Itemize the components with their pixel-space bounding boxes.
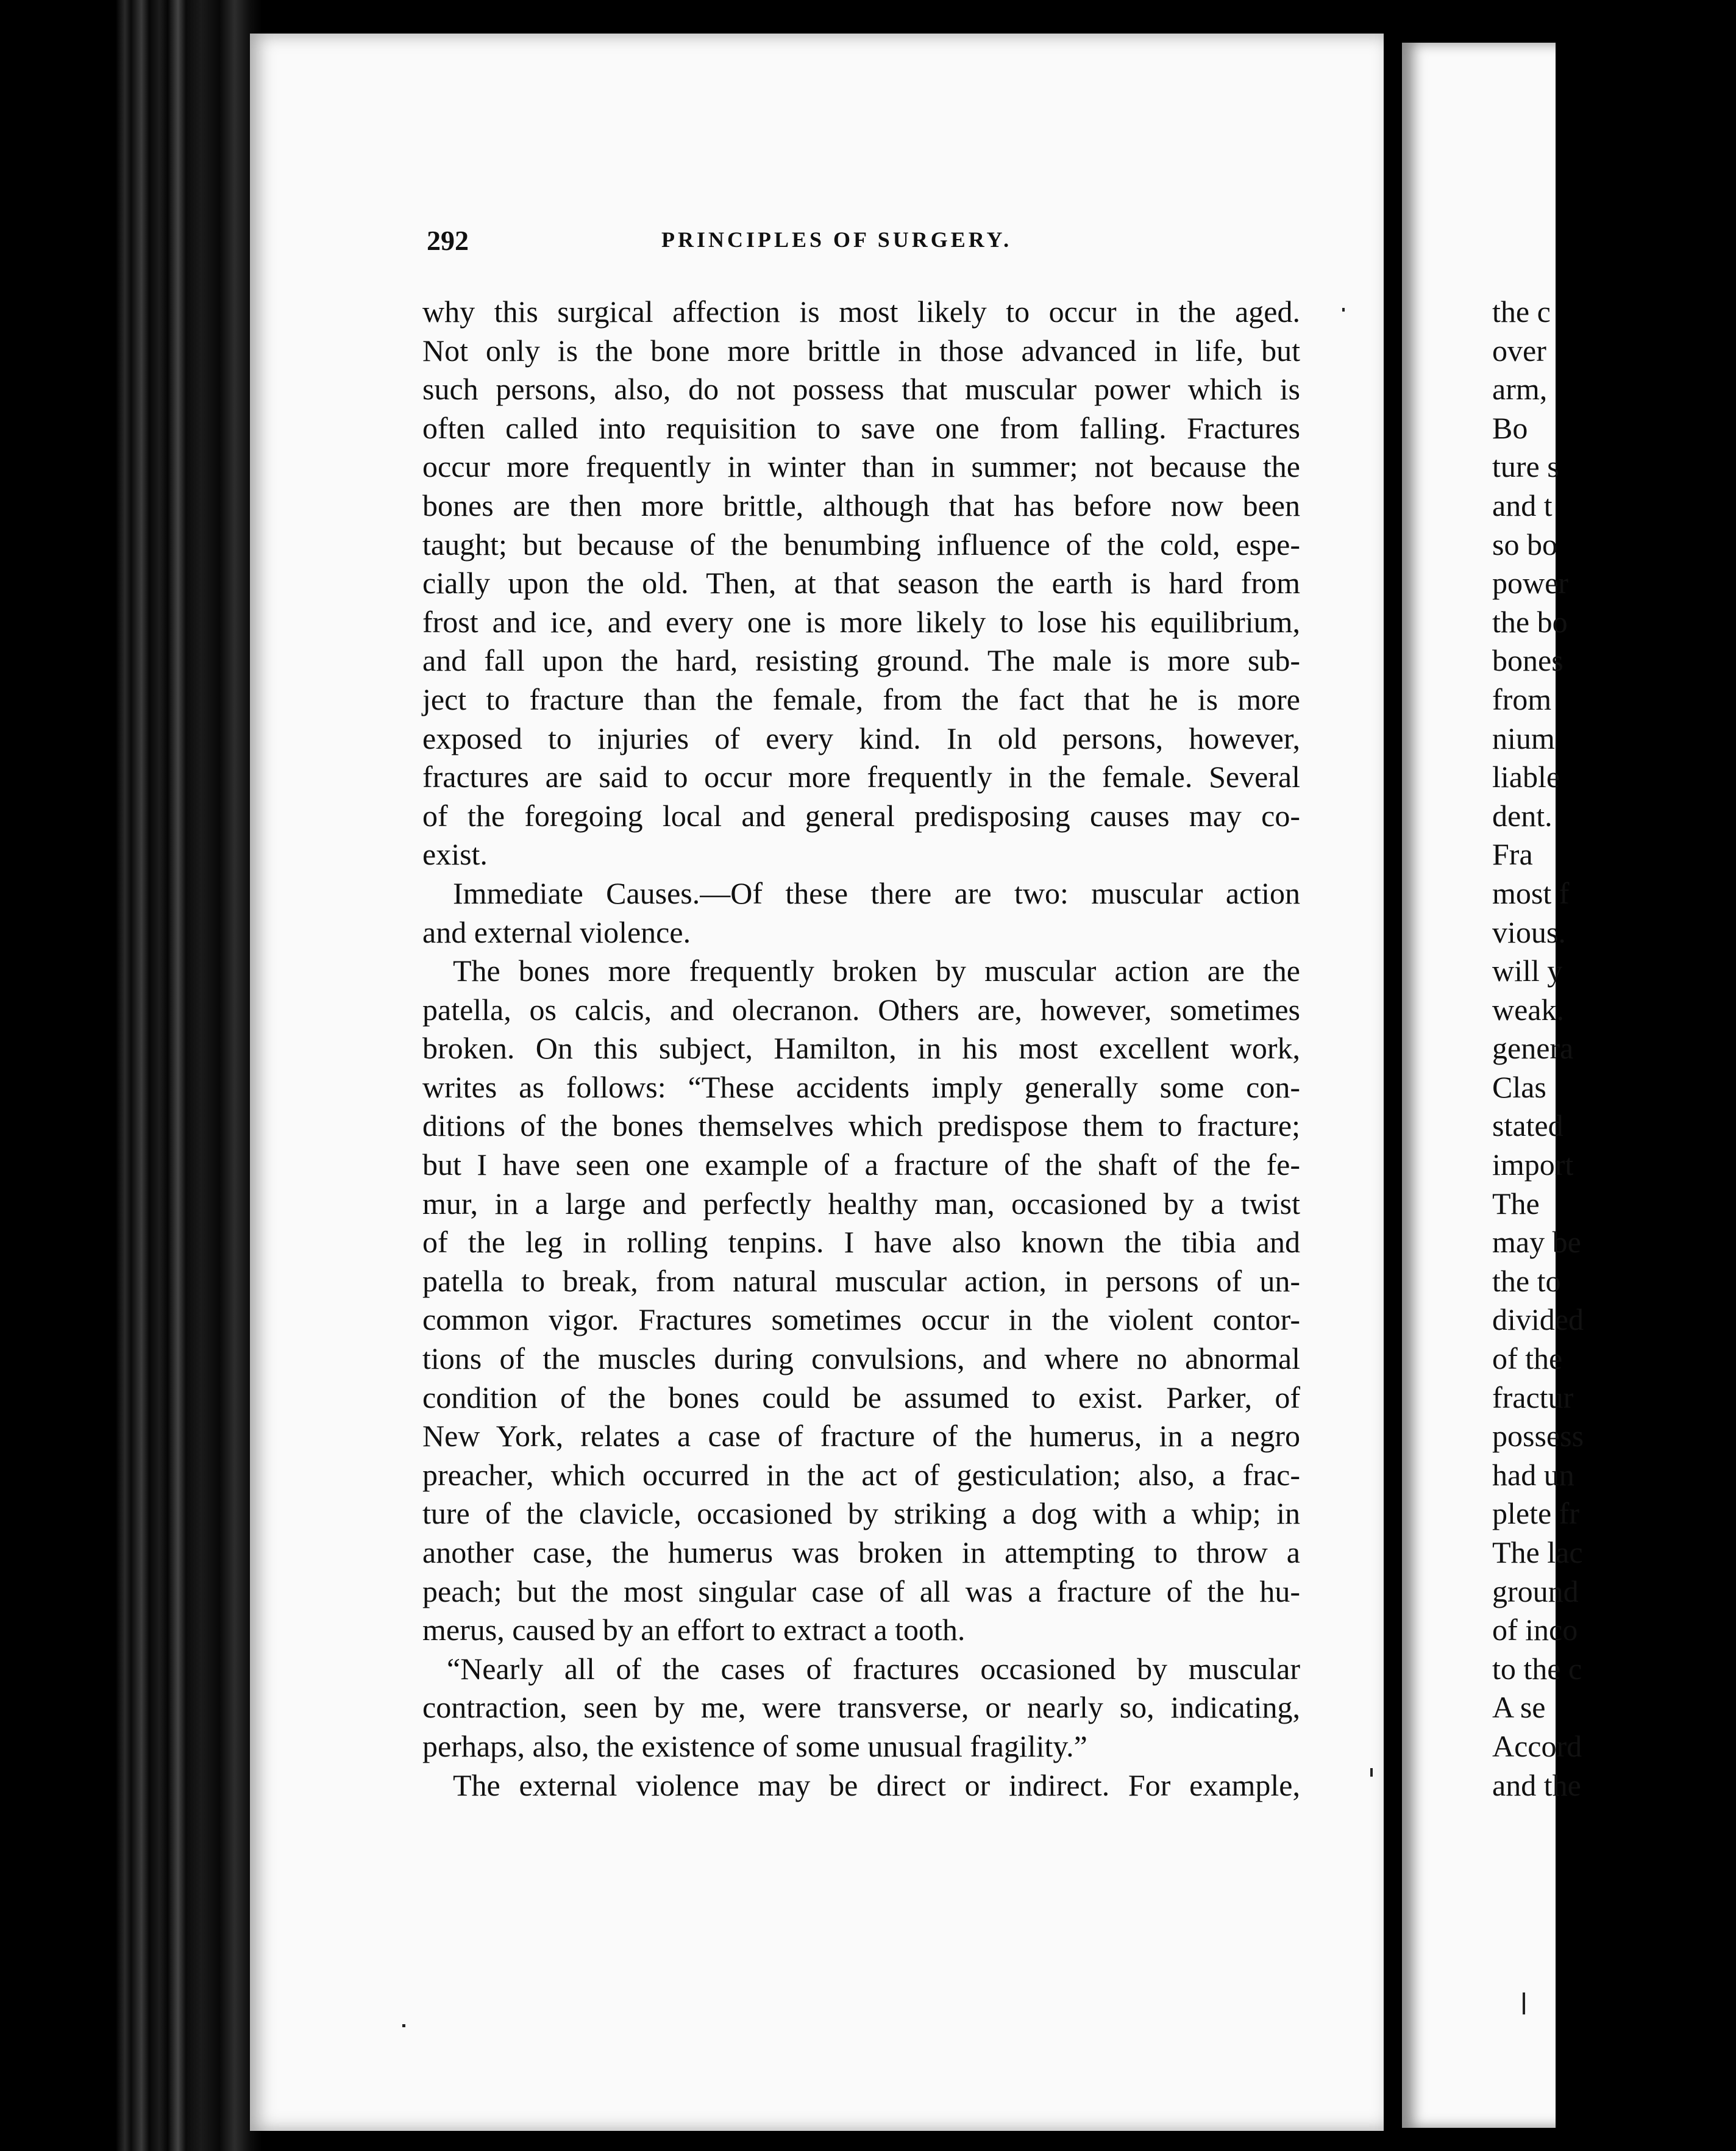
right-page-line: of the [1492,1341,1563,1376]
text-line: exposed to injuries of every kind. In old persons, however, [422,721,1300,755]
page-number: 292 [427,225,469,256]
right-page-line: power [1492,566,1568,601]
right-page-line: most f [1492,876,1570,910]
ink-speck [1370,1768,1373,1777]
text-line: and fall upon the hard, resisting ground. The male is more sub- [422,643,1300,678]
running-head [427,224,1298,261]
right-page-line: fractur [1492,1380,1574,1414]
text-line: “Nearly all of the cases of fractures occasioned by muscular [447,1651,1300,1686]
text-line: another case, the humerus was broken in attempting to throw a [422,1535,1300,1569]
text-line: and external violence. [422,915,691,949]
text-line: often called into requisition to save one from falling. Fractures [422,410,1300,445]
running-head-title: PRINCIPLES OF SURGERY. [661,227,1012,252]
ink-speck [402,2024,405,2027]
ink-speck [1342,308,1345,312]
book-binding-gutter [0,0,262,2151]
ink-speck [1523,1992,1525,2014]
text-line: such persons, also, do not possess that muscular power which is [422,372,1300,407]
text-line: ject to fracture than the female, from the fact that he is more [422,682,1300,716]
right-page-line: and the [1492,1768,1581,1802]
right-page-line: divided [1492,1302,1584,1337]
right-page-line: ture s [1492,449,1559,484]
right-page-line: import [1492,1147,1574,1182]
text-line: condition of the bones could be assumed to exist. Parker, of [422,1380,1300,1414]
right-page-line: liable [1492,760,1560,794]
right-page-line: the to [1492,1263,1561,1298]
right-page-line: Bo [1492,410,1528,445]
text-line: tions of the muscles during convulsions, and where no abnormal [422,1341,1300,1376]
right-page-line: Accord [1492,1728,1582,1763]
right-page-line: may be [1492,1225,1581,1260]
text-line: common vigor. Fractures sometimes occur in the violent contor- [422,1302,1300,1337]
right-page-line: The [1492,1186,1540,1221]
right-page-line: the bo [1492,604,1568,639]
right-page-line: bones [1492,643,1563,678]
right-page-line: ground [1492,1574,1579,1608]
text-line: Immediate Causes.—Of these there are two: muscular action [453,876,1300,910]
right-page-line: so bo [1492,527,1557,562]
right-page-line: and t [1492,488,1553,523]
right-page-line: The lac [1492,1535,1583,1569]
text-line: contraction, seen by me, were transverse, or nearly so, indicating, [422,1690,1300,1725]
text-line: patella, os calcis, and olecranon. Others are, however, sometimes [422,992,1300,1027]
right-page-line: A se [1492,1690,1546,1725]
body-text [422,293,1300,1805]
right-page-line: will y [1492,954,1563,988]
text-line: Not only is the bone more brittle in those advanced in life, but [422,333,1300,368]
text-line: patella to break, from natural muscular action, in persons of un- [422,1263,1300,1298]
right-page-line: nium [1492,721,1555,755]
text-line: preacher, which occurred in the act of gesticulation; also, a frac- [422,1457,1300,1492]
right-page-line: plete fr [1492,1496,1579,1531]
right-page-line: from [1492,682,1552,716]
text-line: ditions of the bones themselves which predispose them to fracture; [422,1108,1300,1143]
right-page-line: stated [1492,1108,1563,1143]
text-line: exist. [422,837,488,872]
right-page-line: possess [1492,1419,1584,1454]
right-page-line: Fra [1492,837,1533,872]
text-line: The bones more frequently broken by muscular action are the [453,954,1300,988]
text-line: but I have seen one example of a fracture of the shaft of the fe- [422,1147,1300,1182]
right-page-line: had un [1492,1457,1574,1492]
right-page-line: over [1492,333,1546,368]
text-line: taught; but because of the benumbing influence of the cold, espe- [422,527,1300,562]
right-page-line: vious. [1492,915,1566,949]
text-line: ture of the clavicle, occasioned by striking a dog with a whip; in [422,1496,1300,1531]
text-line: of the foregoing local and general predisposing causes may co- [422,798,1300,833]
right-page-line: of inco [1492,1613,1578,1647]
text-line: New York, relates a case of fracture of the humerus, in a negro [422,1419,1300,1454]
right-page-line: genera [1492,1031,1574,1066]
right-page-text-fragments [1492,293,1736,1805]
text-line: writes as follows: “These accidents imply generally some con- [422,1069,1300,1104]
right-page-line: the c [1492,294,1551,329]
right-page-line: dent. [1492,798,1553,833]
text-line: occur more frequently in winter than in summer; not because the [422,449,1300,484]
text-line: fractures are said to occur more frequently in the female. Several [422,760,1300,794]
text-line: of the leg in rolling tenpins. I have also known the tibia and [422,1225,1300,1260]
text-line: broken. On this subject, Hamilton, in his most excellent work, [422,1031,1300,1066]
text-line: cially upon the old. Then, at that season the earth is hard from [422,566,1300,601]
right-page-line: Clas [1492,1069,1546,1104]
right-page-line: arm, [1492,372,1548,407]
right-page-line: to the c [1492,1651,1582,1686]
text-line: The external violence may be direct or indirect. For example, [453,1768,1300,1802]
text-line: frost and ice, and every one is more likely to lose his equilibrium, [422,604,1300,639]
text-line: bones are then more brittle, although that has before now been [422,488,1300,523]
text-line: merus, caused by an effort to extract a tooth. [422,1613,966,1647]
text-line: why this surgical affection is most likely to occur in the aged. [422,294,1300,329]
right-page-line: weak. [1492,992,1564,1027]
text-line: perhaps, also, the existence of some unusual fragility.” [422,1728,1087,1763]
text-line: mur, in a large and perfectly healthy man, occasioned by a twist [422,1186,1300,1221]
text-line: peach; but the most singular case of all was a fracture of the hu- [422,1574,1300,1608]
